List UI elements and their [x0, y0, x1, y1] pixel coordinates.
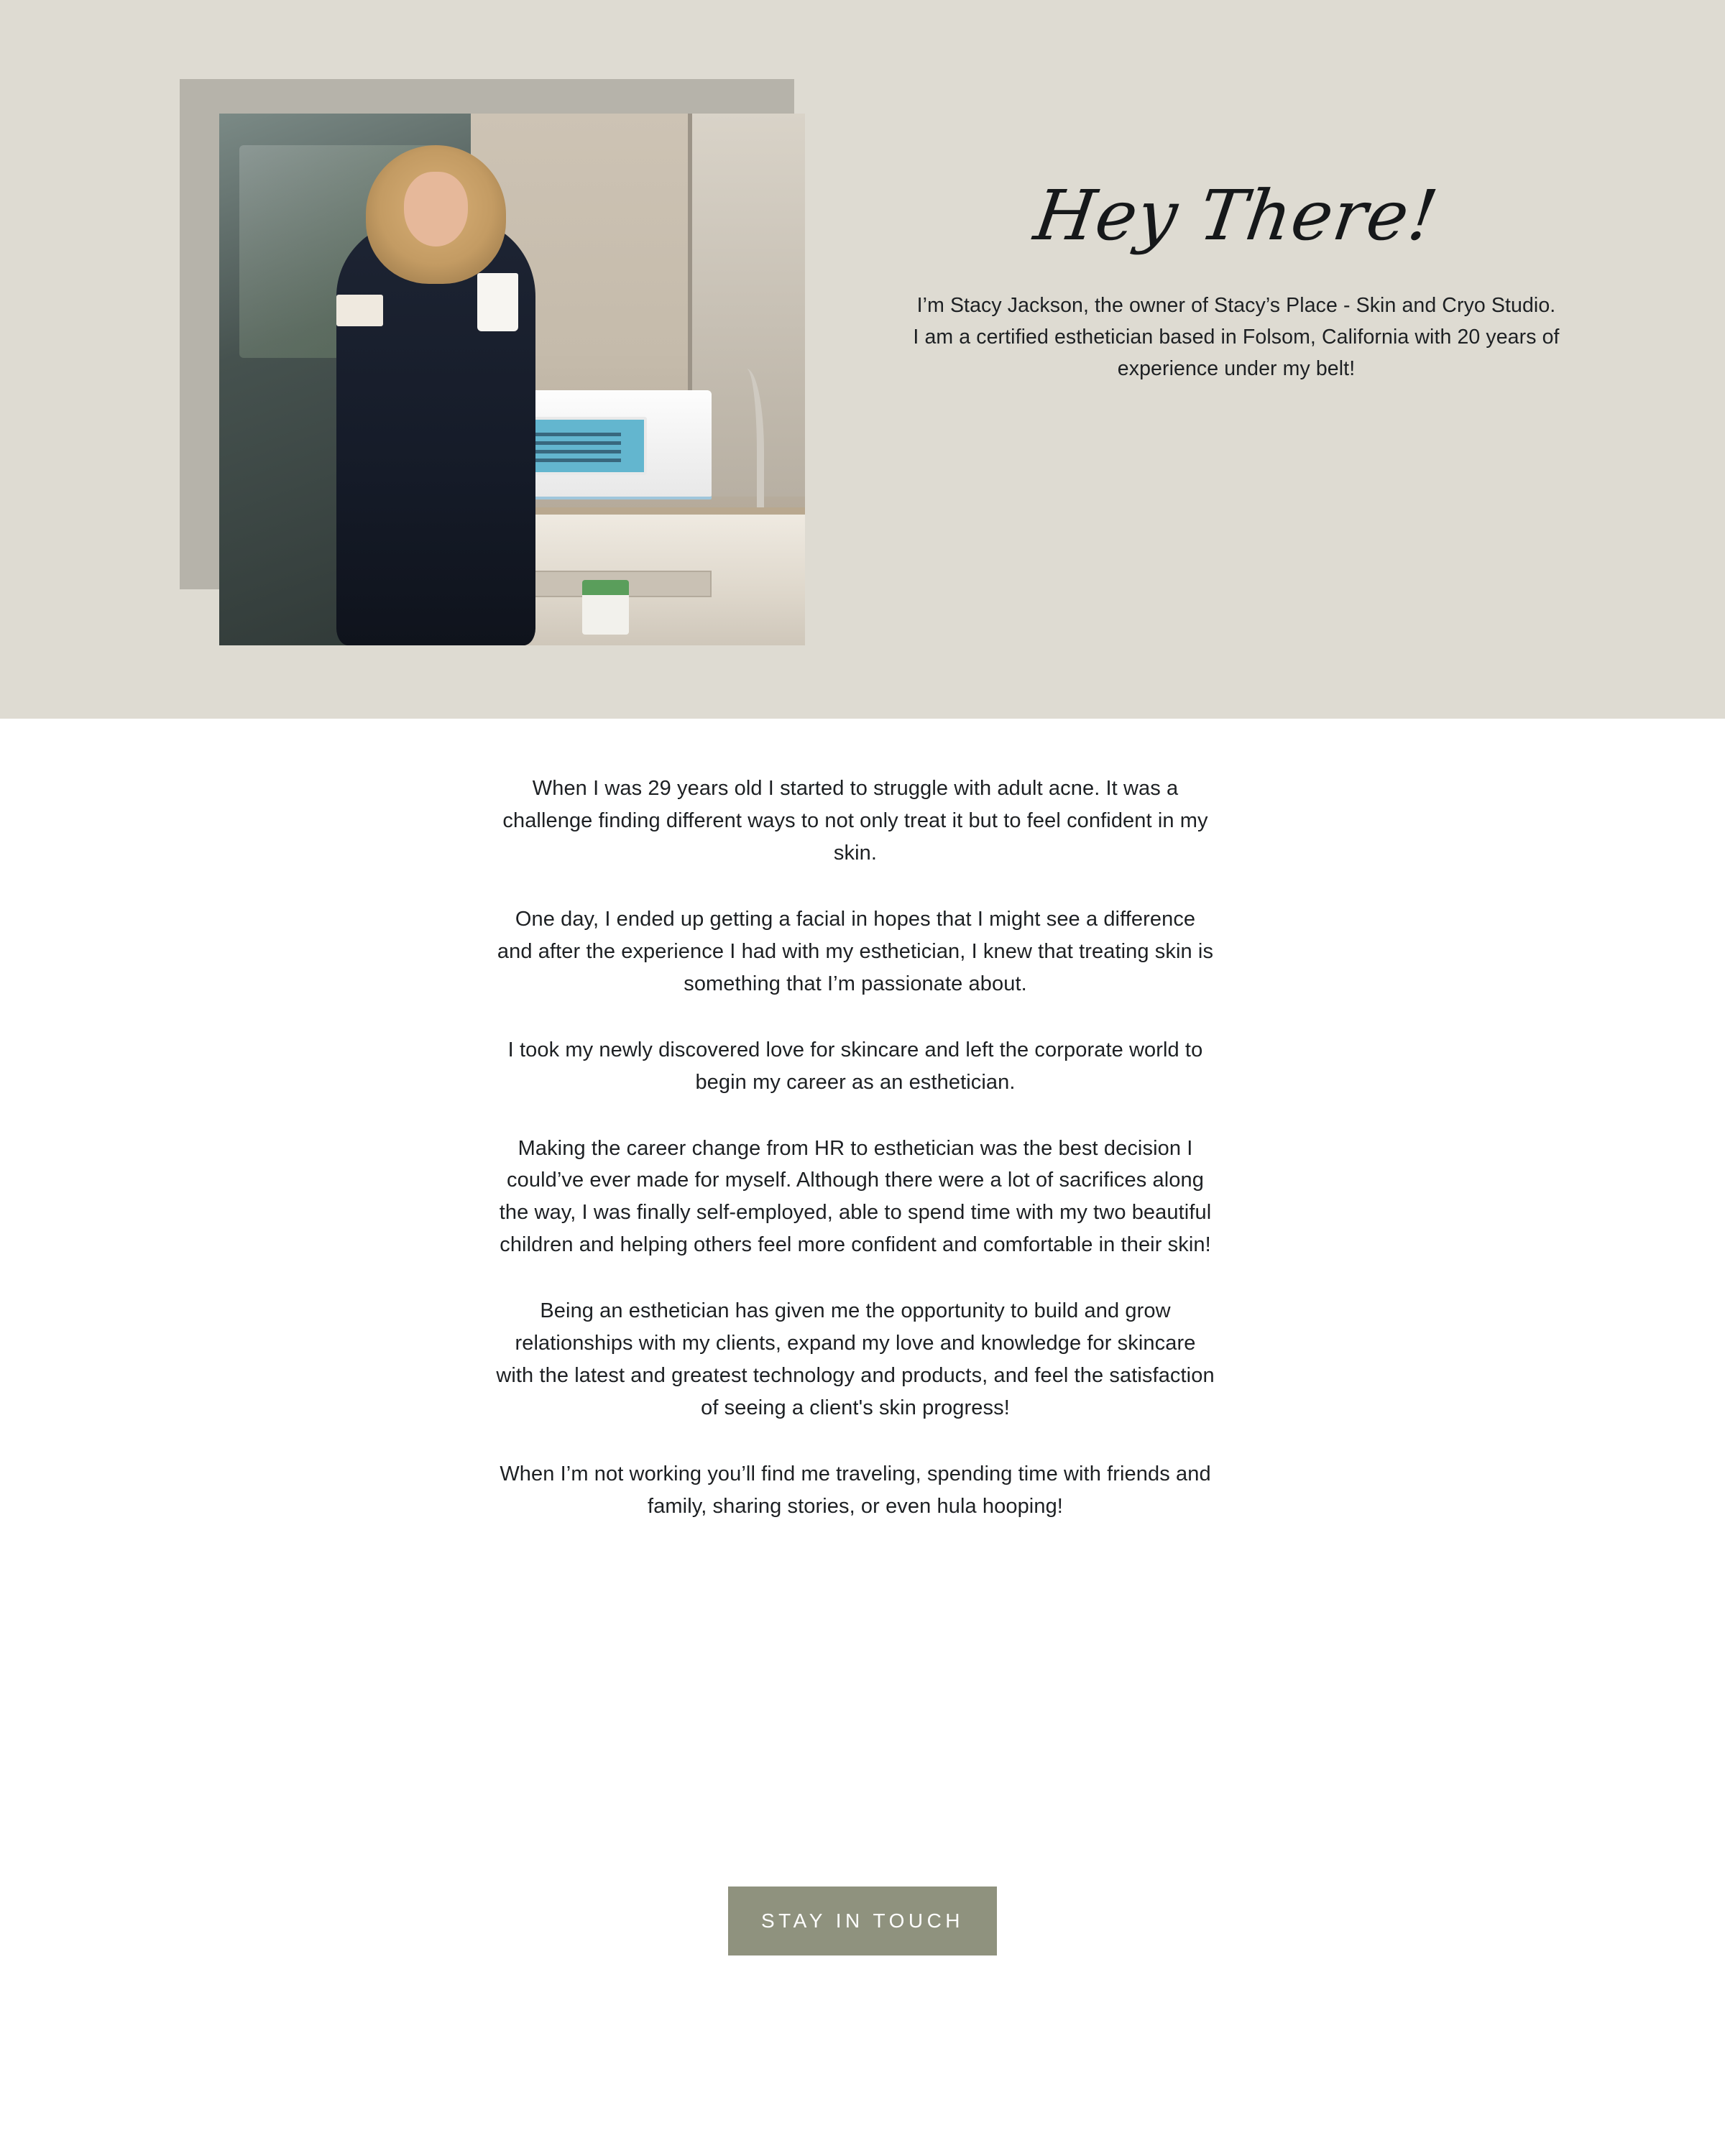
hero-photo-wrap: [180, 79, 798, 596]
cta-row: [0, 1886, 1725, 1955]
story-paragraph: When I’m not working you’ll find me traveling, spending time with friends and family, sharing stories, or even hula hooping!: [500, 1462, 1211, 1518]
story-paragraph: Making the career change from HR to esthetician was the best decision I could’ve ever made for myself. Although there were a lot of sacrifices along the way, I was finally self-employed, able to spend time with my two beautiful children and helping others feel more confident and comfortable in their skin!: [499, 1136, 1212, 1257]
story-section: [496, 773, 1215, 1523]
photo-canvas: [219, 114, 805, 645]
hero-section: [0, 0, 1725, 719]
hero-text-block: [913, 175, 1560, 384]
photo-coffee-cup: [477, 273, 518, 331]
page-title: Hey There!: [1029, 175, 1443, 256]
story-paragraph: One day, I ended up getting a facial in hopes that I might see a difference and after the experience I had with my esthetician, I knew that treating skin is something that I’m passionate about.: [497, 907, 1214, 995]
story-paragraph: When I was 29 years old I started to struggle with adult acne. It was a challenge finding different ways to not only treat it but to feel confident in my skin.: [502, 777, 1208, 865]
hero-intro-paragraph: I’m Stacy Jackson, the owner of Stacy’s Place - Skin and Cryo Studio. I am a certified esthetician based in Folsom, California with 20 years of experience under my belt!: [913, 293, 1560, 381]
photo-person-sleeve: [336, 295, 383, 326]
photo-person-face: [404, 172, 469, 247]
story-paragraph: I took my newly discovered love for skincare and left the corporate world to begin my career as an esthetician.: [507, 1038, 1203, 1094]
stay-in-touch-button[interactable]: STAY IN TOUCH: [728, 1886, 997, 1955]
owner-photo: [219, 114, 805, 645]
photo-product-jar: [582, 592, 629, 635]
story-paragraph: Being an esthetician has given me the opportunity to build and grow relationships with my clients, expand my love and knowledge for skincare with the latest and greatest technology and products, and feel the satisfaction of seeing a client's skin progress!: [496, 1299, 1215, 1420]
